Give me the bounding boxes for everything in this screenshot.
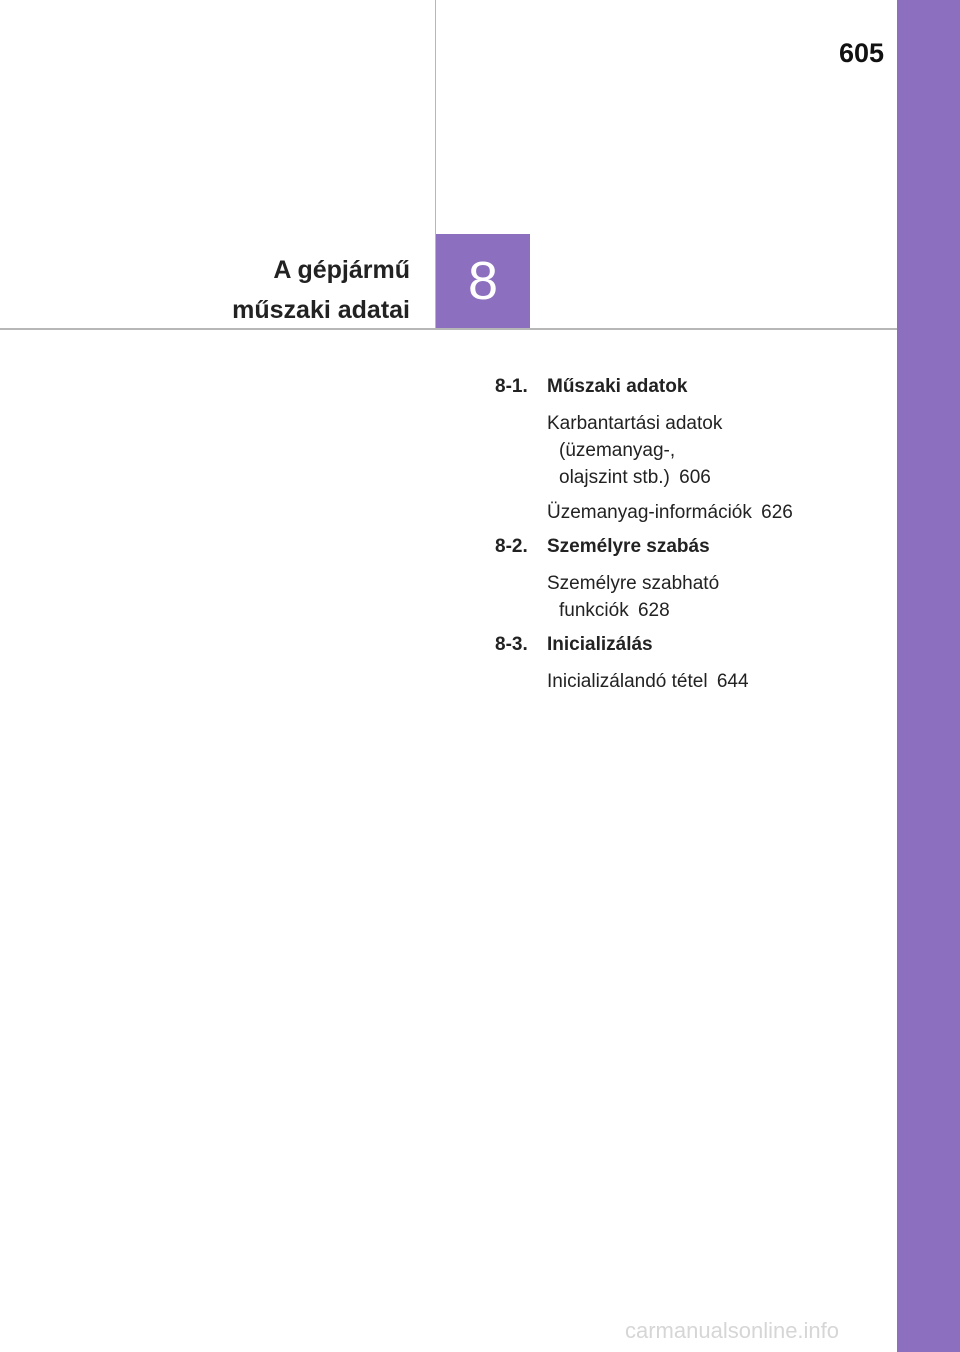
section-title: Személyre szabás [547, 536, 710, 557]
toc-entry-customizable-features[interactable] [547, 570, 836, 624]
section-heading[interactable] [495, 632, 836, 658]
toc-section-8-2 [495, 534, 836, 624]
section-title: Műszaki adatok [547, 376, 688, 397]
entry-leader-line [547, 597, 836, 624]
entry-page-number: 606 [679, 467, 711, 488]
horizontal-rule [0, 328, 897, 330]
toc-entry-initialization-items[interactable] [547, 668, 836, 695]
section-number: 8-2. [495, 536, 528, 557]
section-heading[interactable] [495, 534, 836, 560]
entry-line: Személyre szabható [547, 573, 720, 594]
chapter-title-line-2: műszaki adatai [232, 296, 410, 324]
toc-section-8-3 [495, 632, 836, 695]
entry-line: (üzemanyag-, [559, 440, 676, 461]
entry-leader-line [547, 499, 836, 526]
toc-section-8-1 [495, 374, 836, 526]
entry-line: Karbantartási adatok [547, 413, 723, 434]
entry-leader-line [547, 464, 836, 491]
entry-page-number: 628 [637, 600, 670, 621]
section-heading[interactable] [495, 374, 836, 400]
watermark: carmanualsonline.info [625, 1318, 840, 1343]
chapter-title-line-1: A gépjármű [273, 256, 410, 284]
toc-entry-maintenance-data[interactable] [547, 410, 836, 491]
entry-text: Üzemanyag-információk [547, 502, 752, 523]
entry-leader-line [547, 668, 836, 695]
entry-text: funkciók [559, 600, 629, 621]
entry-page-number: 644 [716, 671, 749, 692]
table-of-contents [495, 374, 836, 703]
chapter-number-box: 8 [436, 234, 530, 328]
chapter-title [232, 250, 410, 330]
entry-text: olajszint stb.) [559, 467, 670, 488]
entry-page-number: 626 [761, 502, 793, 523]
section-number: 8-1. [495, 376, 528, 397]
section-title: Inicializálás [547, 634, 653, 655]
entry-text: Inicializálandó tétel [547, 671, 708, 692]
chapter-tab-bar [897, 0, 960, 1352]
page-number: 605 [838, 38, 884, 68]
toc-entry-fuel-info[interactable] [547, 499, 836, 526]
section-number: 8-3. [495, 634, 528, 655]
